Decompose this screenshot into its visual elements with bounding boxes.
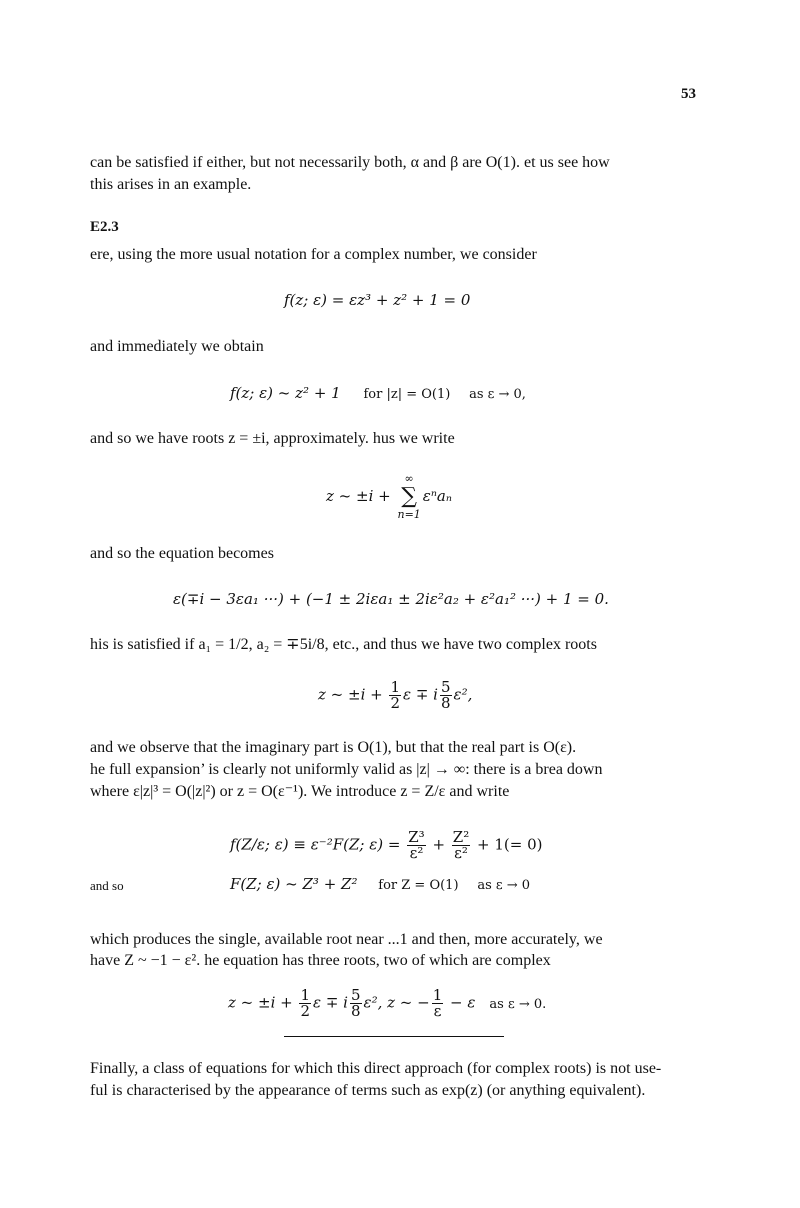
equation-text: f(Z/ε; ε) ≡ ε⁻²F(Z; ε) = [230, 835, 406, 854]
equation-text: ε(∓i − 3εa₁ ···) + (−1 ± 2iεa₁ ± 2iε²a₂ + ε²a₁² ···) + 1 = 0. [173, 590, 609, 608]
example-heading: E2.3 [90, 219, 119, 235]
fraction [389, 680, 401, 711]
fraction [407, 830, 425, 861]
fraction-numerator: 1 [390, 678, 401, 696]
fraction [452, 830, 470, 861]
equation [284, 291, 470, 309]
horizontal-rule [284, 1036, 504, 1037]
equation [230, 830, 542, 861]
paragraph-line: ful is characterised by the appearance of terms such as exp(z) (or anything equivalent). [90, 1082, 646, 1099]
paragraph-line: can be satisfied if either, but not necessarily both, α and β are O(1). et us see how [90, 154, 610, 171]
fraction-denominator: ε [433, 1002, 442, 1020]
paragraph-line: and so the equation becomes [90, 545, 274, 562]
equation-text: f(z; ε) = εz³ + z² + 1 = 0 [284, 291, 471, 309]
fraction-denominator: ε² [454, 844, 468, 862]
equation-text: z ~ ±i + [326, 487, 396, 505]
paragraph-line: which produces the single, available root near ...1 and then, more accurately, we [90, 931, 603, 948]
equation [228, 988, 546, 1019]
sigma-glyph: ∑ [401, 484, 417, 509]
fraction [350, 988, 362, 1019]
paragraph-line: this arises in an example. [90, 176, 252, 193]
equation [318, 680, 472, 711]
fraction-numerator: Z² [452, 828, 470, 846]
page-number: 53 [681, 86, 696, 102]
equation-text: ε², [453, 685, 473, 704]
equation-condition: for Z = O(1) [378, 878, 459, 893]
summation-symbol [397, 472, 420, 522]
equation-text: ε ∓ i [403, 685, 438, 704]
equation-text: ε², z ~ − [363, 993, 430, 1012]
paragraph-line: ere, using the more usual notation for a complex number, we consider [90, 246, 537, 263]
equation-condition: as ε → 0 [477, 878, 531, 893]
equation-text: z ~ ±i + [318, 685, 388, 704]
paragraph-line: he full expansion’ is clearly not uniformly valid as |z| → ∞: there is a brea down [90, 761, 603, 778]
equation-text: F(Z; ε) ~ Z³ + Z² [230, 875, 358, 893]
equation-text: + 1(= 0) [472, 835, 543, 854]
fraction-denominator: 2 [390, 694, 401, 712]
paragraph-line: Finally, a class of equations for which this direct approach (for complex roots) is not use- [90, 1060, 662, 1077]
equation [230, 875, 530, 893]
fraction-numerator: 5 [440, 678, 451, 696]
fraction-numerator: Z³ [408, 828, 425, 846]
text-label: and so [90, 878, 124, 893]
fraction-denominator: 8 [350, 1002, 361, 1020]
paragraph-line: his is satisfied if a₁ = 1/2, a₂ = ∓5i/8, etc., and thus we have two complex roots [90, 636, 597, 653]
fraction-denominator: 8 [440, 694, 451, 712]
fraction-denominator: 2 [300, 1002, 311, 1020]
fraction-denominator: ε² [409, 844, 424, 862]
fraction-numerator: 1 [300, 986, 311, 1004]
equation-text: z ~ ±i + [228, 993, 298, 1012]
equation [230, 384, 526, 402]
summation-upper-limit: ∞ [404, 472, 414, 485]
equation-text: ε ∓ i [313, 993, 348, 1012]
equation-condition: as ε → 0. [489, 996, 547, 1012]
equation-condition: for |z| = O(1) [363, 387, 451, 402]
paragraph-line: have Z ~ −1 − ε². he equation has three roots, two of which are complex [90, 952, 551, 969]
equation-condition: as ε → 0, [469, 387, 526, 402]
paragraph-line: where ε|z|³ = O(|z|²) or z = O(ε⁻¹). We introduce z = Z/ε and write [90, 783, 510, 800]
fraction-numerator: 5 [350, 986, 361, 1004]
paragraph-line: and immediately we obtain [90, 338, 264, 355]
fraction [440, 680, 452, 711]
equation-text: f(z; ε) ~ z² + 1 [230, 384, 341, 402]
equation-operator: + [427, 835, 450, 854]
equation [173, 590, 609, 608]
equation-text: εⁿaₙ [422, 487, 452, 505]
paragraph-line: and we observe that the imaginary part is O(1), but that the real part is O(ε). [90, 739, 577, 756]
summation-lower-limit: n=1 [397, 508, 421, 521]
fraction-numerator: 1 [432, 986, 443, 1004]
equation [326, 472, 452, 522]
paragraph-line: and so we have roots z = ±i, approximately. hus we write [90, 430, 455, 447]
fraction [299, 988, 311, 1019]
equation-text: − ε [445, 993, 476, 1012]
fraction [432, 988, 444, 1019]
